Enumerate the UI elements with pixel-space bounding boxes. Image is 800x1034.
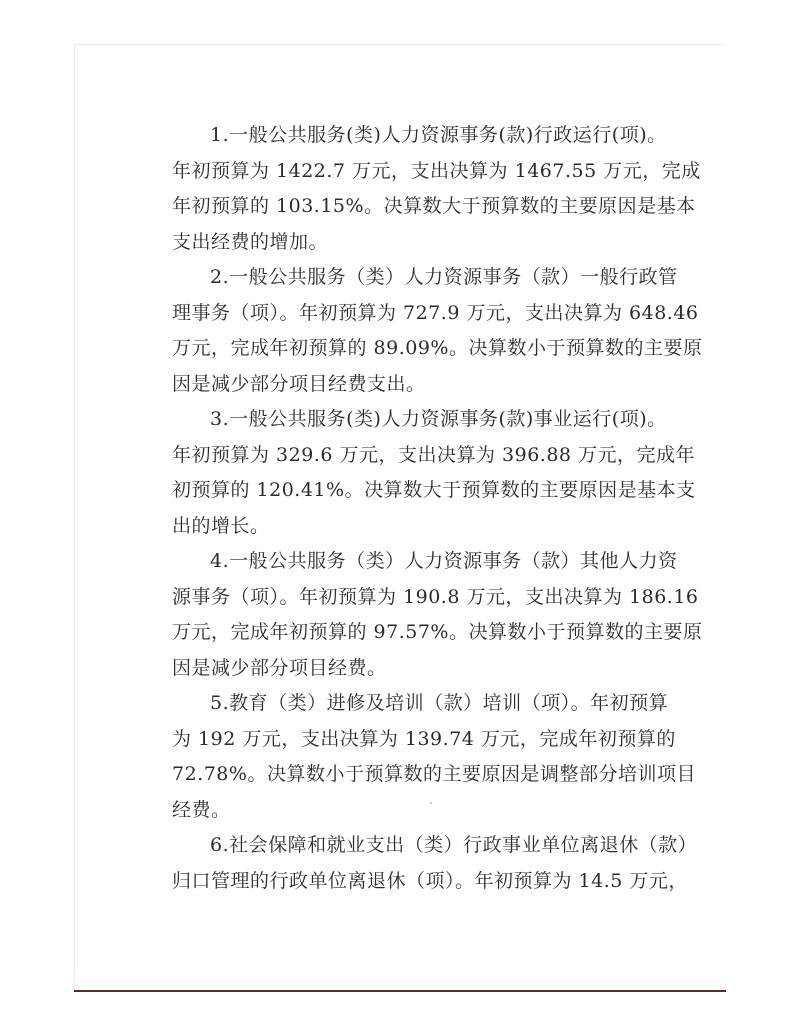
page-bottom-rule [74,990,726,992]
paragraph-line: 初预算的 120.41%。决算数大于预算数的主要原因是基本支 [172,479,696,501]
paragraph-1 [172,118,701,260]
paragraph-line: 3.一般公共服务(类)人力资源事务(款)事业运行(项)。 [210,408,667,430]
paragraph-line: 因是减少部分项目经费。 [172,656,387,679]
paragraph-line: 经费。 [172,798,231,821]
paragraph-line: 年初预算为 329.6 万元，支出决算为 396.88 万元，完成年 [172,443,696,466]
paragraph-line: 年初预算为 1422.7 万元，支出决算为 1467.55 万元，完成 [172,159,701,182]
paragraph-2 [172,260,703,402]
scan-edge-top [74,44,726,45]
scan-edge-left [74,44,75,992]
paragraph-3 [172,402,696,544]
paragraph-line: 出的增长。 [172,514,270,537]
paragraph-line: 支出经费的增加。 [172,230,329,253]
paragraph-line: 4.一般公共服务（类）人力资源事务（款）其他人力资 [210,550,678,572]
paragraph-line: 因是减少部分项目经费支出。 [172,372,426,395]
paragraph-6 [172,828,698,899]
paragraph-line: 万元，完成年初预算的 97.57%。决算数小于预算数的主要原 [172,621,703,643]
scan-speck [430,802,432,804]
paragraph-4 [172,544,703,686]
paragraph-line: 源事务（项）。年初预算为 190.8 万元，支出决算为 186.16 [172,585,699,608]
paragraph-line: 万元，完成年初预算的 89.09%。决算数小于预算数的主要原 [172,337,703,359]
paragraph-line: 72.78%。决算数小于预算数的主要原因是调整部分培训项目 [172,763,696,785]
paragraph-line: 2.一般公共服务（类）人力资源事务（款）一般行政管 [210,266,678,288]
paragraph-line: 年初预算的 103.15%。决算数大于预算数的主要原因是基本 [172,195,696,217]
paragraph-line: 1.一般公共服务(类)人力资源事务(款)行政运行(项)。 [210,124,667,146]
paragraph-5 [172,686,696,828]
paragraph-line: 理事务（项）。年初预算为 727.9 万元，支出决算为 648.46 [172,301,699,324]
paragraph-line: 5.教育（类）进修及培训（款）培训（项）。年初预算 [210,692,669,714]
paragraph-line: 6.社会保障和就业支出（类）行政事业单位离退休（款） [210,834,698,856]
paragraph-line: 为 192 万元，支出决算为 139.74 万元，完成年初预算的 [172,727,676,750]
paragraph-line: 归口管理的行政单位离退休（项）。年初预算为 14.5 万元， [172,869,688,892]
